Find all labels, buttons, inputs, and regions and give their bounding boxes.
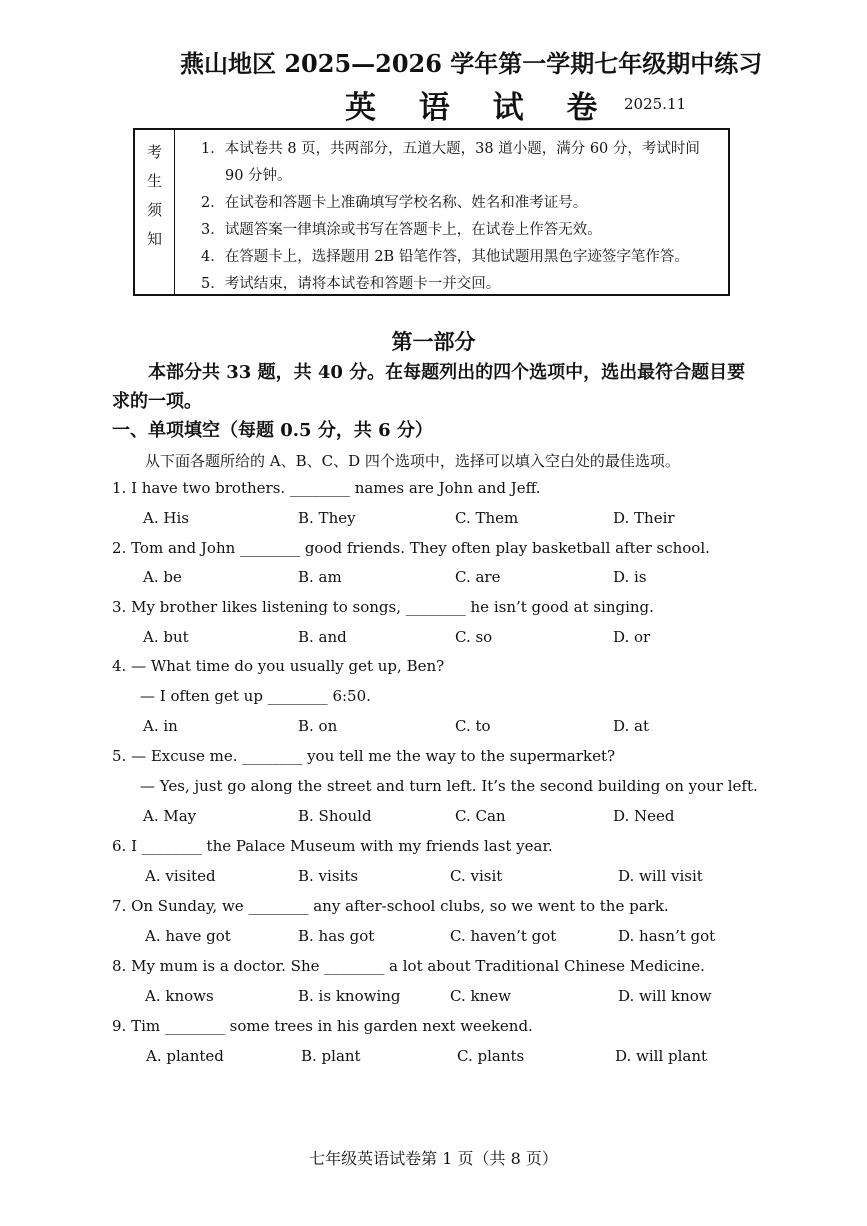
- question-stem: 7. On Sunday, we ________ any after-school clubs, so we went to the park.: [112, 897, 669, 915]
- option-a: A. be: [143, 568, 182, 586]
- option-a: A. His: [143, 509, 189, 527]
- question-options: [143, 987, 763, 1009]
- option-d: D. will plant: [615, 1047, 708, 1065]
- notice-item-continued: 90 分钟。: [225, 168, 292, 184]
- option-b: B. Should: [298, 807, 372, 825]
- question-options: [143, 867, 763, 889]
- notice-label: [135, 130, 175, 294]
- option-c: C. visit: [450, 867, 503, 885]
- option-c: C. to: [455, 717, 491, 735]
- notice-item: 2．在试卷和答题卡上准确填写学校名称、姓名和准考证号。: [201, 195, 588, 211]
- notice-item: 4．在答题卡上，选择题用 2B 铅笔作答，其他试题用黑色字迹签字笔作答。: [201, 249, 689, 265]
- option-a: A. May: [143, 807, 197, 825]
- option-d: D. or: [613, 628, 651, 646]
- option-d: D. will know: [618, 987, 712, 1005]
- question-options: [143, 1047, 763, 1069]
- exam-date: 2025.11: [624, 95, 687, 113]
- option-a: A. have got: [145, 927, 231, 945]
- option-b: B. visits: [298, 867, 359, 885]
- candidate-notice-box: [133, 128, 730, 296]
- question-options: [143, 509, 763, 531]
- option-c: C. are: [455, 568, 501, 586]
- question-stem: 5. — Excuse me. ________ you tell me the way to the supermarket?: [112, 747, 616, 765]
- option-b: B. is knowing: [298, 987, 401, 1005]
- question-stem: 1. I have two brothers. ________ names are John and Jeff.: [112, 479, 541, 497]
- option-d: D. hasn’t got: [618, 927, 716, 945]
- option-d: D. at: [613, 717, 649, 735]
- notice-item: 3．试题答案一律填涂或书写在答题卡上，在试卷上作答无效。: [201, 222, 602, 238]
- page-footer: 七年级英语试卷第 1 页（共 8 页）: [309, 1149, 558, 1168]
- option-a: A. planted: [146, 1047, 224, 1065]
- option-a: A. in: [143, 717, 178, 735]
- part-intro: 本部分共 33 题，共 40 分。在每题列出的四个选项中，选出最符合题目要求的一项。: [112, 362, 746, 412]
- option-d: D. Their: [613, 509, 675, 527]
- notice-label-char: 须: [146, 201, 162, 219]
- option-c: C. haven’t got: [450, 927, 557, 945]
- option-d: D. Need: [613, 807, 675, 825]
- section-title: 一、单项填空（每题 0.5 分，共 6 分）: [112, 420, 433, 441]
- question-stem-line: — I often get up ________ 6:50.: [140, 687, 371, 705]
- notice-item: 1．本试卷共 8 页，共两部分，五道大题，38 道小题，满分 60 分，考试时间: [201, 141, 700, 157]
- notice-item: 5．考试结束，请将本试卷和答题卡一并交回。: [201, 276, 501, 292]
- option-d: D. will visit: [618, 867, 703, 885]
- notice-label-char: 知: [146, 230, 162, 248]
- question-stem: 2. Tom and John ________ good friends. They often play basketball after school.: [112, 539, 710, 557]
- option-c: C. Can: [455, 807, 506, 825]
- section-instruction: 从下面各题所给的 A、B、C、D 四个选项中，选择可以填入空白处的最佳选项。: [145, 452, 680, 470]
- question-stem: 6. I ________ the Palace Museum with my friends last year.: [112, 837, 553, 855]
- option-b: B. They: [298, 509, 356, 527]
- notice-label-char: 考: [146, 143, 162, 161]
- option-c: C. Them: [455, 509, 519, 527]
- exam-subject-title: 英 语 试 卷: [345, 90, 614, 126]
- part-heading: 第一部分: [391, 329, 476, 354]
- notice-label-char: 生: [146, 172, 162, 190]
- option-c: C. knew: [450, 987, 511, 1005]
- notice-items: [175, 130, 728, 294]
- question-stem: 4. — What time do you usually get up, Ben?: [112, 657, 445, 675]
- option-a: A. visited: [145, 867, 216, 885]
- option-d: D. is: [613, 568, 647, 586]
- question-stem-line: — Yes, just go along the street and turn left. It’s the second building on your left.: [140, 777, 758, 795]
- option-c: C. so: [455, 628, 493, 646]
- exam-title: 燕山地区 2025—2026 学年第一学期七年级期中练习: [180, 49, 763, 78]
- question-options: [143, 717, 763, 739]
- option-a: A. knows: [145, 987, 214, 1005]
- question-options: [143, 807, 763, 829]
- question-options: [143, 927, 763, 949]
- option-b: B. on: [298, 717, 338, 735]
- option-b: B. has got: [298, 927, 375, 945]
- option-a: A. but: [143, 628, 189, 646]
- option-b: B. plant: [301, 1047, 361, 1065]
- option-b: B. am: [298, 568, 342, 586]
- question-stem: 9. Tim ________ some trees in his garden next weekend.: [112, 1017, 533, 1035]
- option-c: C. plants: [457, 1047, 525, 1065]
- question-stem: 3. My brother likes listening to songs, ________ he isn’t good at singing.: [112, 598, 654, 616]
- question-stem: 8. My mum is a doctor. She ________ a lot about Traditional Chinese Medicine.: [112, 957, 705, 975]
- option-b: B. and: [298, 628, 347, 646]
- question-options: [143, 568, 763, 590]
- question-options: [143, 628, 763, 650]
